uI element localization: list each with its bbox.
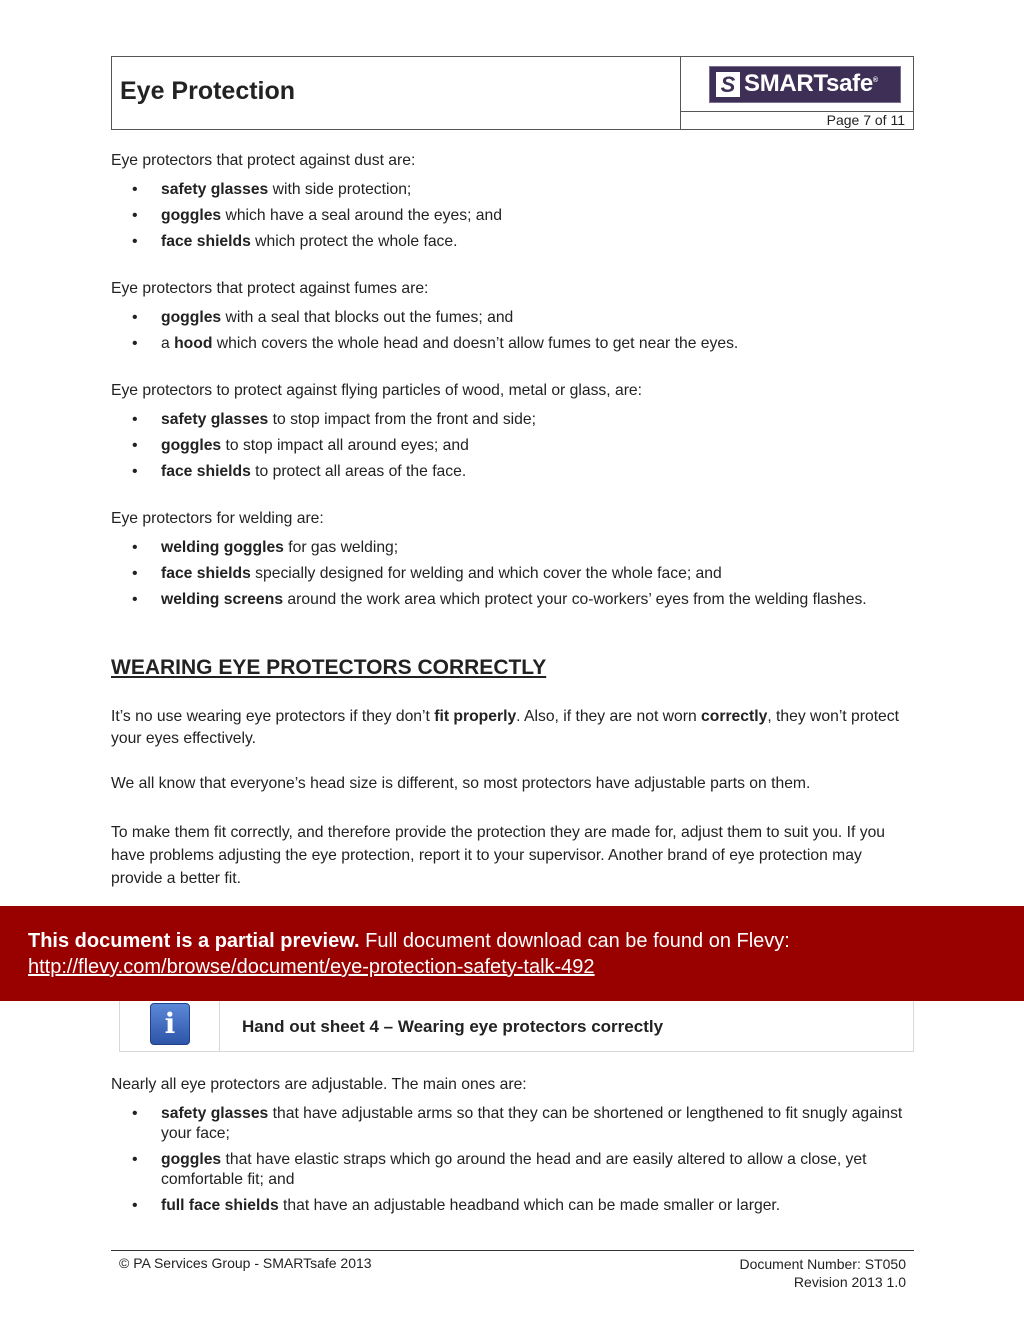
list-item: • welding goggles for gas welding;	[111, 538, 914, 558]
list-item: • goggles which have a seal around the eyes; and	[111, 206, 914, 226]
page-body	[111, 56, 914, 890]
adjustable-intro: Nearly all eye protectors are adjustable. The main ones are:	[111, 1076, 527, 1093]
list-item: • face shields which protect the whole face.	[111, 232, 914, 252]
section-heading: WEARING EYE PROTECTORS CORRECTLY	[111, 656, 547, 679]
flevy-download-link[interactable]: http://flevy.com/browse/document/eye-protection-safety-talk-492	[28, 956, 595, 978]
smartsafe-logo: S SMARTsafe®	[709, 66, 901, 103]
list-item: • safety glasses with side protection;	[111, 180, 914, 200]
handout-title: Hand out sheet 4 – Wearing eye protectors correctly	[242, 1017, 664, 1036]
info-icon: i	[150, 1003, 190, 1045]
list-item: • full face shields that have an adjustable headband which can be made smaller or larger.	[111, 1196, 914, 1216]
list-item: • goggles that have elastic straps which go around the head and are easily altered to allow a close, yet comfortable fit; and	[111, 1150, 914, 1190]
logo-mark-icon: S	[715, 71, 741, 98]
header-logo-cell	[680, 57, 913, 129]
dust-list	[111, 180, 914, 252]
list-item: • a hood which covers the whole head and doesn’t allow fumes to get near the eyes.	[111, 334, 914, 354]
list-item: • safety glasses to stop impact from the front and side;	[111, 410, 914, 430]
handout-box	[119, 1001, 914, 1052]
welding-list	[111, 538, 914, 610]
list-item: • goggles with a seal that blocks out the fumes; and	[111, 308, 914, 328]
preview-notice: This document is a partial preview. Full document download can be found on Flevy:	[28, 930, 790, 952]
copyright-text: © PA Services Group - SMARTsafe 2013	[119, 1255, 372, 1271]
revision: Revision 2013 1.0	[793, 1274, 906, 1290]
wearing-paragraph-1: It’s no use wearing eye protectors if they don’t fit properly. Also, if they are not worn correctly, they won’t protect your eyes effectively.	[111, 708, 899, 747]
wearing-paragraph-3: To make them fit correctly, and therefore provide the protection they are made for, adjust them to suit you. If you have problems adjusting the eye protection, report it to your supervisor. Another brand of eye protection may provide a better fit.	[111, 824, 886, 887]
preview-banner	[0, 906, 1024, 1001]
document-number: Document Number: ST050	[739, 1256, 906, 1272]
document-title: Eye Protection	[120, 77, 296, 105]
adjustable-list	[111, 1104, 914, 1216]
list-item: • face shields specially designed for welding and which cover the whole face; and	[111, 564, 914, 584]
fumes-list	[111, 308, 914, 354]
adjustable-section	[111, 1075, 914, 1216]
fumes-intro: Eye protectors that protect against fumes are:	[111, 280, 429, 297]
document-header	[111, 56, 914, 130]
logo-text: SMARTsafe	[744, 70, 873, 97]
page-number: Page 7 of 11	[826, 112, 905, 128]
list-item: • goggles to stop impact all around eyes; and	[111, 436, 914, 456]
wearing-paragraph-2: We all know that everyone’s head size is different, so most protectors have adjustable parts on them.	[111, 775, 811, 792]
list-item: • welding screens around the work area which protect your co-workers’ eyes from the welding flashes.	[111, 590, 914, 610]
document-footer	[111, 1250, 914, 1290]
particles-intro: Eye protectors to protect against flying particles of wood, metal or glass, are:	[111, 382, 643, 399]
dust-intro: Eye protectors that protect against dust are:	[111, 152, 416, 169]
list-item: • safety glasses that have adjustable arms so that they can be shortened or lengthened to fit snugly against your face;	[111, 1104, 914, 1144]
welding-intro: Eye protectors for welding are:	[111, 510, 324, 527]
list-item: • face shields to protect all areas of the face.	[111, 462, 914, 482]
particles-list	[111, 410, 914, 482]
